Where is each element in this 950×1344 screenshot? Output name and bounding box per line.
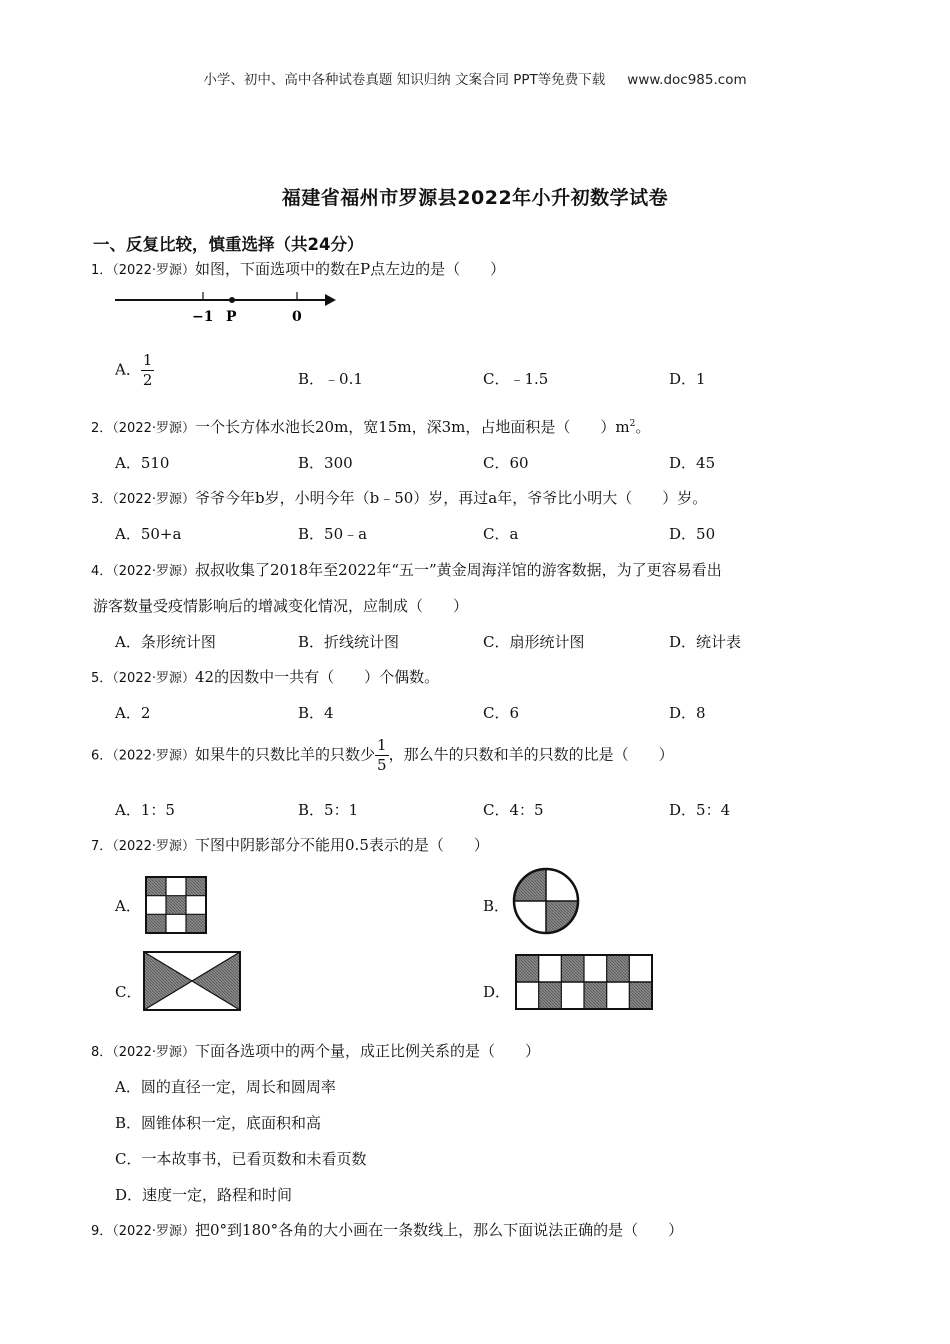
option-5-b[interactable]: B．4 <box>298 704 334 722</box>
figure-7-a[interactable] <box>145 876 207 934</box>
question-7: 7．（2022·罗源）下图中阴影部分不能用0.5表示的是（ ） <box>91 836 489 854</box>
option-8-d[interactable]: D．速度一定，路程和时间 <box>115 1186 293 1204</box>
option-7-a[interactable]: A． <box>115 897 141 915</box>
option-2-a[interactable]: A．510 <box>115 454 170 472</box>
question-4: 4．（2022·罗源）叔叔收集了2018年至2022年“五一”黄金周海洋馆的游客数据，为了更容易看出 <box>91 561 722 579</box>
option-3-c[interactable]: C．a <box>483 525 519 543</box>
option-6-a[interactable]: A．1：5 <box>115 801 175 819</box>
option-8-c[interactable]: C．一本故事书，已看页数和未看页数 <box>115 1150 367 1168</box>
page-header <box>0 68 950 88</box>
option-1-d[interactable]: D．1 <box>669 370 706 388</box>
number-line-label-minus1: −1 <box>192 309 214 325</box>
option-5-c[interactable]: C．6 <box>483 704 520 722</box>
option-2-b[interactable]: B．300 <box>298 454 353 472</box>
figure-7-c[interactable] <box>143 951 241 1011</box>
question-text: 如图，下面选项中的数在P点左边的是（ ） <box>195 260 506 278</box>
option-4-c[interactable]: C．扇形统计图 <box>483 633 585 651</box>
option-4-d[interactable]: D．统计表 <box>669 633 742 651</box>
question-8: 8．（2022·罗源）下面各选项中的两个量，成正比例关系的是（ ） <box>91 1042 541 1060</box>
option-5-a[interactable]: A．2 <box>115 704 151 722</box>
option-6-c[interactable]: C．4：5 <box>483 801 544 819</box>
question-2: 2．（2022·罗源）一个长方体水池长20m，宽15m，深3m，占地面积是（ ）$m^2$。 <box>91 418 651 436</box>
option-4-a[interactable]: A．条形统计图 <box>115 633 216 651</box>
question-4-line2: 游客数量受疫情影响后的增减变化情况，应制成（ ） <box>93 597 469 615</box>
option-1-c[interactable]: C．﹣1.5 <box>483 370 549 388</box>
number-line-label-zero: 0 <box>292 309 302 325</box>
option-8-b[interactable]: B．圆锥体积一定，底面积和高 <box>115 1114 322 1132</box>
option-7-c[interactable]: C． <box>115 983 142 1001</box>
page-title: 福建省福州市罗源县2022年小升初数学试卷 <box>281 187 669 209</box>
fraction: $\frac{1}{5}$ <box>377 736 387 774</box>
option-5-d[interactable]: D．8 <box>669 704 706 722</box>
section-heading: 一、反复比较，慎重选择（共24分） <box>93 235 364 254</box>
option-3-a[interactable]: A．50+a <box>115 525 182 543</box>
option-6-d[interactable]: D．5：4 <box>669 801 731 819</box>
option-3-d[interactable]: D．50 <box>669 525 716 543</box>
number-line-arrow <box>325 294 336 306</box>
question-1: 1．（2022·罗源）如图，下面选项中的数在P点左边的是（ ） <box>91 260 506 278</box>
number-line-label-p: P <box>226 309 237 325</box>
question-3: 3．（2022·罗源）爷爷今年b岁，小明今年（b﹣50）岁，再过a年，爷爷比小明大（ ）岁。 <box>91 489 708 507</box>
option-3-b[interactable]: B．50﹣a <box>298 525 368 543</box>
option-6-b[interactable]: B．5：1 <box>298 801 359 819</box>
option-7-d[interactable]: D． <box>483 983 511 1001</box>
number-line-point-p <box>229 297 235 303</box>
header-site[interactable]: www.doc985.com <box>627 72 747 88</box>
question-9: 9．（2022·罗源）把0°到180°各角的大小画在一条数线上，那么下面说法正确的是（ ） <box>91 1221 684 1239</box>
figure-7-d[interactable] <box>515 954 653 1010</box>
figure-7-b[interactable] <box>512 867 580 935</box>
option-4-b[interactable]: B．折线统计图 <box>298 633 400 651</box>
header-tagline: 小学、初中、高中各种试卷真题 知识归纳 文案合同 PPT等免费下载 <box>203 72 606 88</box>
option-8-a[interactable]: A．圆的直径一定，周长和圆周率 <box>115 1078 336 1096</box>
question-5: 5．（2022·罗源）42的因数中一共有（ ）个偶数。 <box>91 668 440 686</box>
option-2-d[interactable]: D．45 <box>669 454 716 472</box>
fraction: $\frac{1}{2}$ <box>142 351 153 389</box>
option-1-a[interactable]: A． $\frac{1}{2}$ <box>115 351 153 389</box>
question-6: 6．（2022·罗源）如果牛的只数比羊的只数少 $\frac{1}{5}$ ，那么牛的只数和羊的只数的比是（ ） <box>91 736 674 774</box>
option-7-b[interactable]: B． <box>483 897 510 915</box>
number-line-figure <box>110 288 340 328</box>
option-2-c[interactable]: C．60 <box>483 454 529 472</box>
option-1-b[interactable]: B．﹣0.1 <box>298 370 363 388</box>
